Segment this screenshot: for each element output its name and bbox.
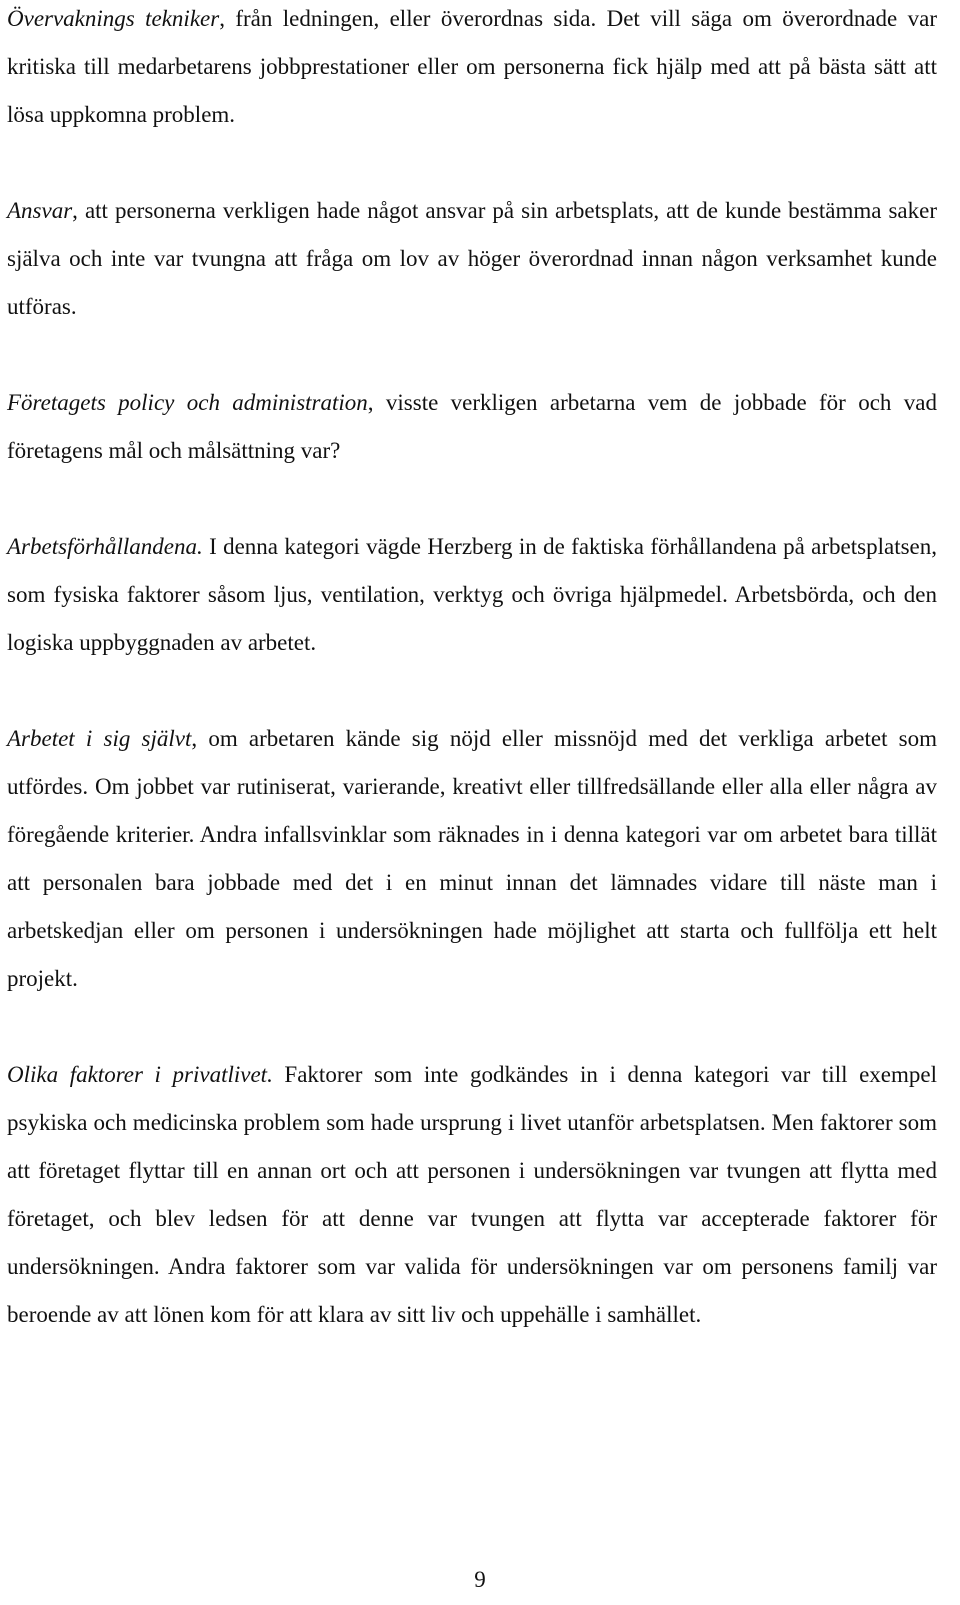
paragraph-supervision-techniques bbox=[7, 0, 937, 139]
page-number: 9 bbox=[474, 1567, 486, 1592]
paragraph-text: , från ledningen, eller överordnas sida. Det vill säga om överordnade var kritiska till medarbetarens jobbprestationer eller om personerna fick hjälp med att på bästa sätt att lösa uppkomna problem. bbox=[7, 6, 937, 127]
paragraph-lead: Arbetet i sig självt bbox=[7, 726, 192, 751]
paragraph-text: , om arbetaren kände sig nöjd eller missnöjd med det verkliga arbetet som utfördes. Om jobbet var rutiniserat, varierande, kreativt eller tillfredsällande eller alla eller några av föregående kriterier. Andra infallsvinklar som räknades in i denna kategori var om arbetet bara tillät att personalen bara jobbade med det i en minut innan det lämnades vidare till näste man i arbetskedjan eller om personen i undersökningen hade möjlighet att starta och fullfölja ett helt projekt. bbox=[7, 726, 938, 991]
paragraph-text: , visste verkligen arbetarna vem de jobbade för och vad företagens mål och målsättning var? bbox=[7, 390, 937, 463]
paragraph-responsibility bbox=[7, 187, 937, 331]
paragraph-text: , att personerna verkligen hade något ansvar på sin arbetsplats, att de kunde bestämma saker själva och inte var tvungna att fråga om lov av höger överordnad innan någon verksamhet kunde utföras. bbox=[7, 198, 937, 319]
paragraph-lead: Ansvar bbox=[7, 198, 73, 223]
paragraph-lead: Företagets policy och administration bbox=[7, 390, 368, 415]
paragraph-work-itself bbox=[7, 715, 937, 1003]
paragraph-lead: Övervaknings tekniker bbox=[7, 6, 220, 31]
paragraph-working-conditions bbox=[7, 523, 937, 667]
paragraph-company-policy bbox=[7, 379, 937, 475]
paragraph-lead: Olika faktorer i privatlivet. bbox=[7, 1062, 273, 1087]
paragraph-private-life bbox=[7, 1051, 937, 1339]
paragraph-text: Faktorer som inte godkändes in i denna kategori var till exempel psykiska och medicinska problem som hade ursprung i livet utanför arbetsplatsen. Men faktorer som att företaget flyttar till en annan ort och att personen i undersökningen var tvungen att flytta med företaget, och blev ledsen för att denne var tvungen att flytta var accepterade faktorer för undersökningen. Andra faktorer som var valida för undersökningen var om personens familj var beroende av att lönen kom för att klara av sitt liv och uppehälle i samhället. bbox=[7, 1062, 937, 1327]
paragraph-lead: Arbetsförhållandena. bbox=[7, 534, 203, 559]
document-page bbox=[7, 0, 937, 1387]
paragraph-text: I denna kategori vägde Herzberg in de faktiska förhållandena på arbetsplatsen, som fysiska faktorer såsom ljus, ventilation, verktyg och övriga hjälpmedel. Arbetsbörda, och den logiska uppbyggnaden av arbetet. bbox=[7, 534, 937, 655]
